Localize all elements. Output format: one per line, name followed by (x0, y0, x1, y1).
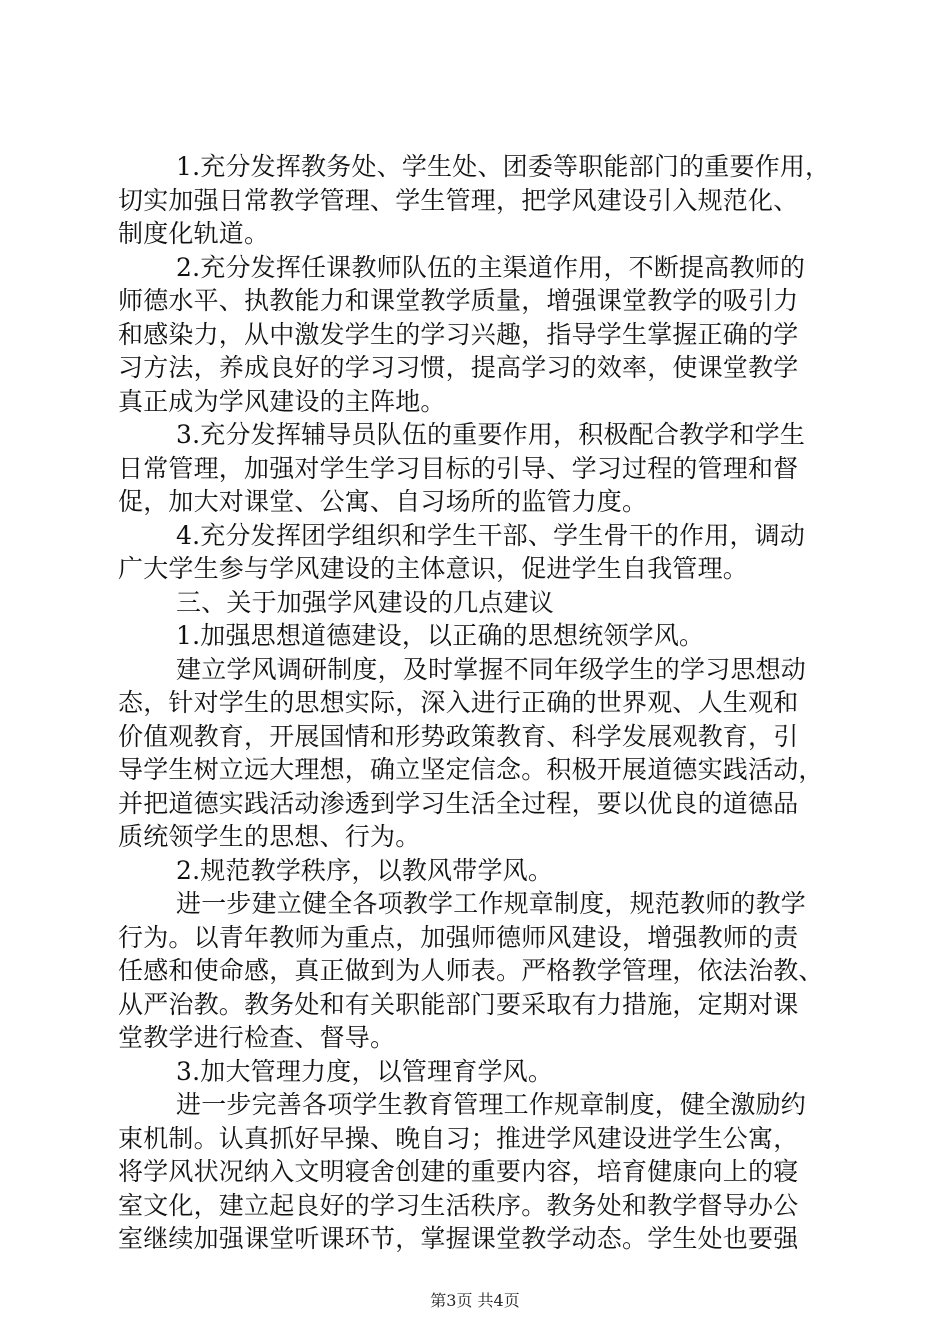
text-line: 2.充分发挥任课教师队伍的主渠道作用，不断提高教师的 (176, 252, 806, 282)
text-line: 导学生树立远大理想，确立坚定信念。积极开展道德实践活动， (118, 755, 824, 784)
text-line: 建立学风调研制度，及时掌握不同年级学生的学习思想动 (176, 654, 807, 684)
text-line: 真正成为学风建设的主阵地。 (118, 386, 446, 416)
text-line: 并把道德实践活动渗透到学习生活全过程，要以优良的道德品 (118, 788, 799, 818)
text-line: 广大学生参与学风建设的主体意识，促进学生自我管理。 (118, 554, 749, 583)
subheading: 1.加强思想道德建设，以正确的思想统领学风。 (176, 621, 705, 650)
text-line: 制度化轨道。 (118, 219, 270, 248)
text-line: 1.充分发挥教务处、学生处、团委等职能部门的重要作用， (176, 152, 831, 181)
text-line: 态，针对学生的思想实际，深入进行正确的世界观、人生观和 (118, 688, 799, 717)
text-line: 和感染力，从中激发学生的学习兴趣，指导学生掌握正确的学 (118, 319, 799, 349)
subheading: 3.加大管理力度，以管理育学风。 (176, 1056, 554, 1086)
text-line: 进一步建立健全各项教学工作规章制度，规范教师的教学 (176, 889, 807, 918)
page-footer (0, 1288, 950, 1311)
document-body (118, 150, 836, 1256)
text-line: 堂教学进行检查、督导。 (118, 1023, 396, 1052)
text-line: 日常管理，加强对学生学习目标的引导、学习过程的管理和督 (118, 453, 799, 483)
page-number: 第3页 共4页 (430, 1291, 520, 1310)
text-line: 室继续加强课堂听课环节，掌握课堂教学动态。学生处也要强 (118, 1224, 799, 1253)
text-line: 3.充分发挥辅导员队伍的重要作用，积极配合教学和学生 (176, 420, 806, 449)
text-line: 行为。以青年教师为重点，加强师德师风建设，增强教师的责 (118, 922, 799, 952)
text-line: 切实加强日常教学管理、学生管理，把学风建设引入规范化、 (118, 185, 799, 215)
text-line: 从严治教。教务处和有关职能部门要采取有力措施，定期对课 (118, 989, 799, 1019)
text-line: 任感和使命感，真正做到为人师表。严格教学管理，依法治教、 (118, 956, 824, 985)
text-line: 师德水平、执教能力和课堂教学质量，增强课堂教学的吸引力 (118, 286, 799, 315)
text-line: 进一步完善各项学生教育管理工作规章制度，健全激励约 (176, 1090, 807, 1119)
text-line: 质统领学生的思想、行为。 (118, 822, 421, 851)
text-line: 束机制。认真抓好早操、晚自习；推进学风建设进学生公寓， (118, 1123, 799, 1153)
text-line: 室文化，建立起良好的学习生活秩序。教务处和教学督导办公 (118, 1190, 799, 1220)
section-heading: 三、关于加强学风建设的几点建议 (176, 587, 555, 617)
text-line: 价值观教育，开展国情和形势政策教育、科学发展观教育，引 (118, 721, 799, 751)
subheading: 2.规范教学秩序，以教风带学风。 (176, 855, 554, 885)
text-line: 4.充分发挥团学组织和学生干部、学生骨干的作用，调动 (176, 520, 806, 550)
text-line: 习方法，养成良好的学习习惯，提高学习的效率，使课堂教学 (118, 353, 799, 382)
text-line: 将学风状况纳入文明寝舍创建的重要内容，培育健康向上的寝 (118, 1157, 799, 1186)
text-line: 促，加大对课堂、公寓、自习场所的监管力度。 (118, 487, 648, 516)
